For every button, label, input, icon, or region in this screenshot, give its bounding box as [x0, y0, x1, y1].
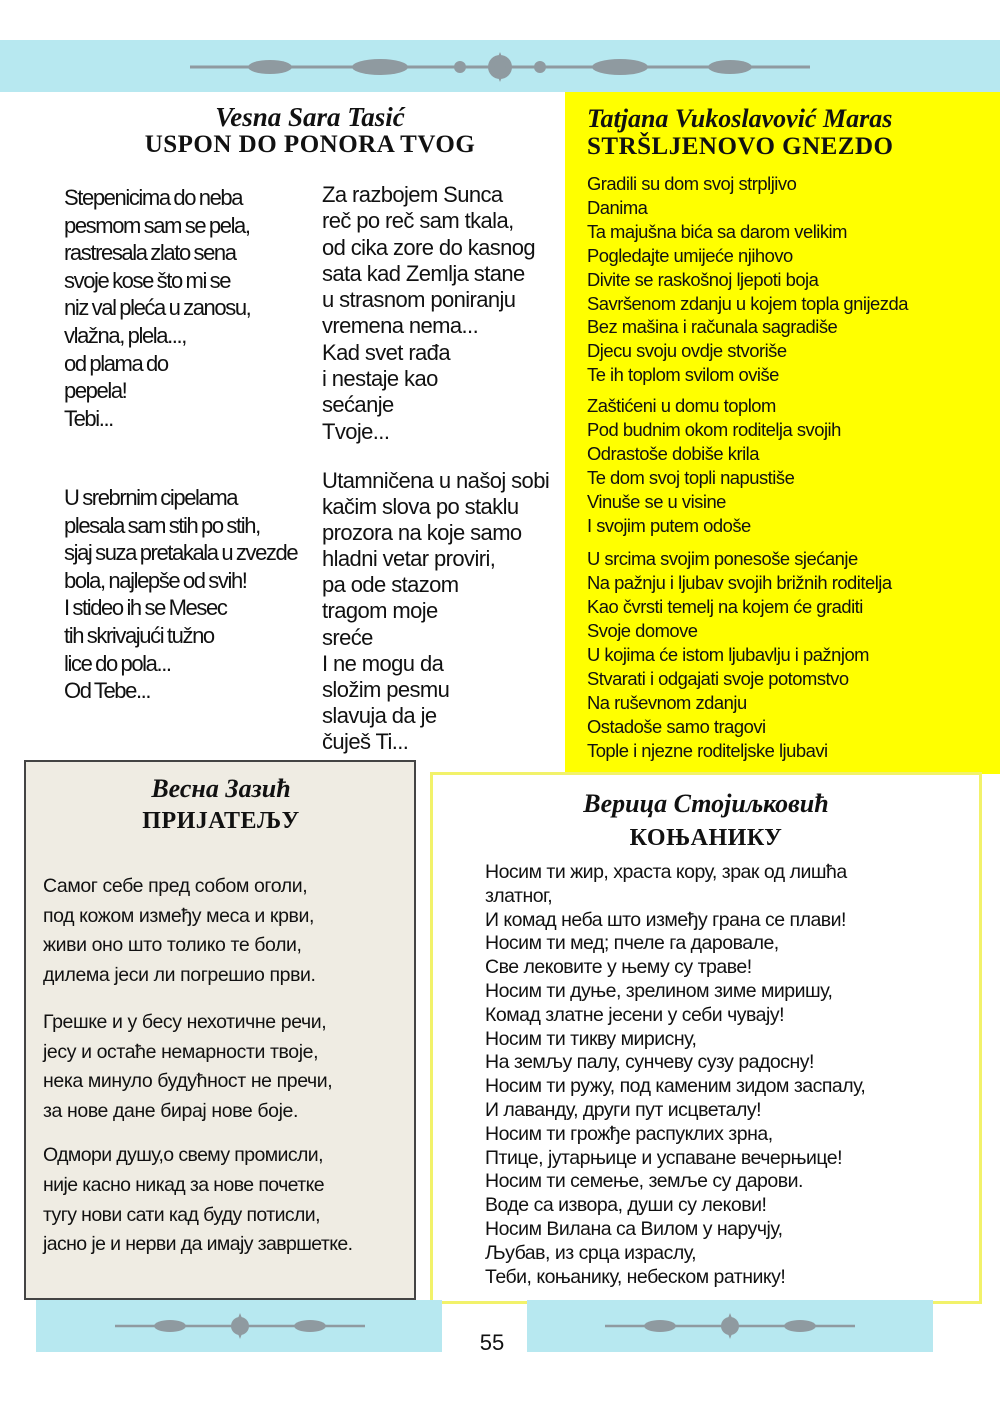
poem-3-stanza-3	[43, 1141, 352, 1260]
verse-line: нека минуло будућност не пречи,	[43, 1070, 333, 1092]
poem-2-panel	[565, 92, 1000, 774]
verse-line: Комад златне јесени у себи чувају!	[485, 1003, 784, 1026]
poem-4-title: КОЊАНИКУ	[629, 825, 783, 851]
verse-line: od cika zore do kasnog	[322, 234, 536, 260]
verse-line: Savršenom zdanju u kojem topla gnijezda	[587, 292, 908, 314]
poem-1-title: USPON DO PONORA TVOG	[144, 131, 476, 158]
verse-line: od plama do	[64, 350, 168, 376]
verse-line: за нове дане бирај нове боје.	[43, 1099, 299, 1122]
verse-line: И комад неба што између грана се плави!	[485, 908, 846, 931]
verse-line: Djecu svoju ovdje stvoriše	[587, 340, 787, 362]
poem-3-stanza-1	[43, 872, 316, 990]
verse-line: bola, najlepše od svih!	[64, 567, 247, 593]
verse-line: Tople i njezne roditeljske ljubavi	[587, 740, 828, 761]
poem-3-title: ПРИЈАТЕЉУ	[142, 808, 300, 834]
verse-line: Теби, коњанику, небеском ратнику!	[485, 1265, 786, 1288]
poem-1-col1-stanza-2	[64, 484, 297, 705]
verse-line: Od Tebe...	[64, 678, 151, 704]
verse-line: hladni vetar proviri,	[322, 546, 496, 572]
verse-line: Zaštićeni u domu toplom	[587, 395, 776, 416]
verse-line: Vinuše se u visine	[587, 491, 726, 512]
poem-1-author: Vesna Sara Tasić	[215, 102, 405, 132]
verse-line: златног,	[485, 884, 553, 907]
verse-line: Воде са извора, души су лекови!	[485, 1194, 767, 1217]
verse-line: Stepenicima do neba	[64, 185, 243, 210]
poem-4-stanza	[485, 861, 865, 1289]
verse-line: Носим ти жир, храста кору, зрак од лишћа	[485, 861, 847, 883]
verse-line: Ostadoše samo tragovi	[587, 716, 766, 737]
verse-line: I ne mogu da	[322, 650, 444, 676]
verse-line: Носим ти тикву мирисну,	[485, 1027, 697, 1050]
verse-line: vremena nema...	[322, 313, 479, 339]
verse-line: U srebrnim cipelama	[64, 485, 238, 510]
verse-line: Самог себе пред собом оголи,	[43, 875, 308, 897]
poem-1-col2-stanza-1	[322, 182, 535, 445]
verse-line: Na ruševnom zdanju	[587, 692, 747, 713]
verse-line: vlažna, plela...,	[64, 322, 186, 348]
verse-line: Tvoje...	[322, 418, 390, 444]
verse-line: Носим ти мед; пчеле га даровале,	[485, 932, 779, 955]
verse-line: Tebi...	[64, 405, 113, 431]
verse-line: Ta majušna bića sa darom velikim	[587, 220, 847, 242]
verse-line: Љубав, из срца израслу,	[485, 1241, 696, 1264]
poem-2-author: Tatjana Vukoslavović Maras	[587, 104, 893, 133]
verse-line: složim pesmu	[322, 676, 450, 702]
verse-line: kačim slova po staklu	[322, 494, 519, 520]
verse-line: Gradili su dom svoj strpljivo	[587, 173, 797, 194]
verse-line: Bez mašina i računala sagradiše	[587, 316, 838, 338]
poem-2-stanza-3	[587, 547, 892, 763]
verse-line: живи оно што толико те боли,	[43, 934, 302, 956]
verse-line: sreće	[322, 624, 373, 650]
verse-line: Носим Вилана са Вилом у наручју,	[485, 1217, 783, 1240]
verse-line: Одмори душу,о свему промисли,	[43, 1144, 323, 1166]
verse-line: sećanje	[322, 392, 394, 418]
verse-line: U kojima će istom ljubavlju i pažnjom	[587, 644, 869, 665]
verse-line: I svojim putem odoše	[587, 515, 751, 536]
poem-1-col2-stanza-2	[322, 468, 549, 755]
verse-line: јесу и остаће немарности твоје,	[43, 1040, 319, 1063]
verse-line: I stideo ih se Mesec	[64, 595, 227, 621]
verse-line: Носим ти семење, земље су дарови.	[485, 1170, 803, 1193]
verse-line: није касно никад за нове почетке	[43, 1173, 324, 1196]
ornament-icon	[180, 52, 820, 82]
ornament-icon	[600, 1312, 860, 1340]
verse-line: tih skrivajući tužno	[64, 622, 214, 648]
poem-3-author: Весна Зазић	[151, 774, 291, 803]
poem-3-stanza-2	[43, 1008, 332, 1126]
verse-line: Divite se raskošnoj ljepoti boja	[587, 268, 819, 290]
verse-line: pesmom sam se pela,	[64, 212, 250, 238]
verse-line: Za razbojem Sunca	[322, 182, 503, 207]
verse-line: Носим ти дуње, зрелином зиме миришу,	[485, 979, 833, 1002]
poem-2-stanza-1	[587, 172, 908, 387]
verse-line: tragom moje	[322, 598, 438, 624]
verse-line: Odrastoše dobiše krila	[587, 443, 759, 464]
verse-line: sata kad Zemlja stane	[322, 260, 525, 286]
poem-4-panel	[430, 772, 982, 1304]
verse-line: Te dom svoj topli napustiše	[587, 467, 795, 488]
verse-line: под кожом између меса и крви,	[43, 904, 314, 927]
verse-line: rastresala zlato sena	[64, 240, 236, 266]
verse-line: На земљу палу, сунчеву сузу радосну!	[485, 1051, 814, 1074]
verse-line: Stvarati i odgajati svoje potomstvo	[587, 668, 849, 689]
verse-line: u strasnom poniranju	[322, 287, 516, 313]
verse-line: Te ih toplom svilom oviše	[587, 364, 779, 386]
page-number: 55	[479, 1330, 505, 1355]
verse-line: sjaj suza pretakala u zvezde	[64, 540, 298, 566]
verse-line: niz val pleća u zanosu,	[64, 295, 251, 321]
poem-1-col1-stanza-1	[64, 184, 250, 432]
verse-line: prozora na koje samo	[322, 520, 522, 546]
poem-2-stanza-2	[587, 394, 841, 538]
verse-line: Kao čvrsti temelj na kojem će graditi	[587, 596, 863, 617]
verse-line: Све лековите у њему су траве!	[485, 956, 752, 979]
verse-line: тугу нови сати кад буду потисли,	[43, 1203, 320, 1226]
verse-line: svoje kose što mi se	[64, 267, 231, 293]
verse-line: јасно је и нерви да имају завршетке.	[43, 1233, 353, 1256]
ornament-icon	[110, 1312, 370, 1340]
verse-line: pepela!	[64, 378, 127, 404]
verse-line: Danima	[587, 196, 648, 218]
poem-2-title: STRŠLJENOVO GNEZDO	[587, 133, 894, 160]
verse-line: reč po reč sam tkala,	[322, 208, 514, 234]
verse-line: Na pažnju i ljubav svojih brižnih roditelja	[587, 572, 892, 593]
verse-line: Носим ти грожђе распуклих зрна,	[485, 1122, 773, 1145]
verse-line: čuješ Ti...	[322, 728, 409, 754]
verse-line: Pod budnim okom roditelja svojih	[587, 419, 841, 440]
verse-line: Utamničena u našoj sobi	[322, 468, 550, 493]
verse-line: plesala sam stih po stih,	[64, 512, 260, 538]
poem-4-author: Верица Стојиљковић	[583, 789, 829, 818]
verse-line: slavuja da je	[322, 702, 437, 728]
verse-line: pa ode stazom	[322, 572, 459, 598]
verse-line: i nestaje kao	[322, 366, 438, 392]
verse-line: Pogledajte umijeće njihovo	[587, 244, 793, 266]
poem-3-panel	[24, 760, 416, 1300]
verse-line: Kad svet rađa	[322, 339, 450, 365]
verse-line: Svoje domove	[587, 620, 698, 641]
verse-line: U srcima svojim ponesoše sjećanje	[587, 548, 858, 569]
poem-1	[60, 100, 560, 770]
verse-line: И лаванду, други пут исцветалу!	[485, 1098, 762, 1121]
verse-line: Грешке и у бесу нехотичне речи,	[43, 1011, 327, 1033]
verse-line: дилема јеси ли погрешио први.	[43, 963, 316, 986]
verse-line: Птице, јутарњице и успаване вечерњице!	[485, 1146, 843, 1169]
verse-line: Носим ти ружу, под каменим зидом заспалу,	[485, 1075, 866, 1098]
verse-line: lice do pola...	[64, 650, 171, 676]
